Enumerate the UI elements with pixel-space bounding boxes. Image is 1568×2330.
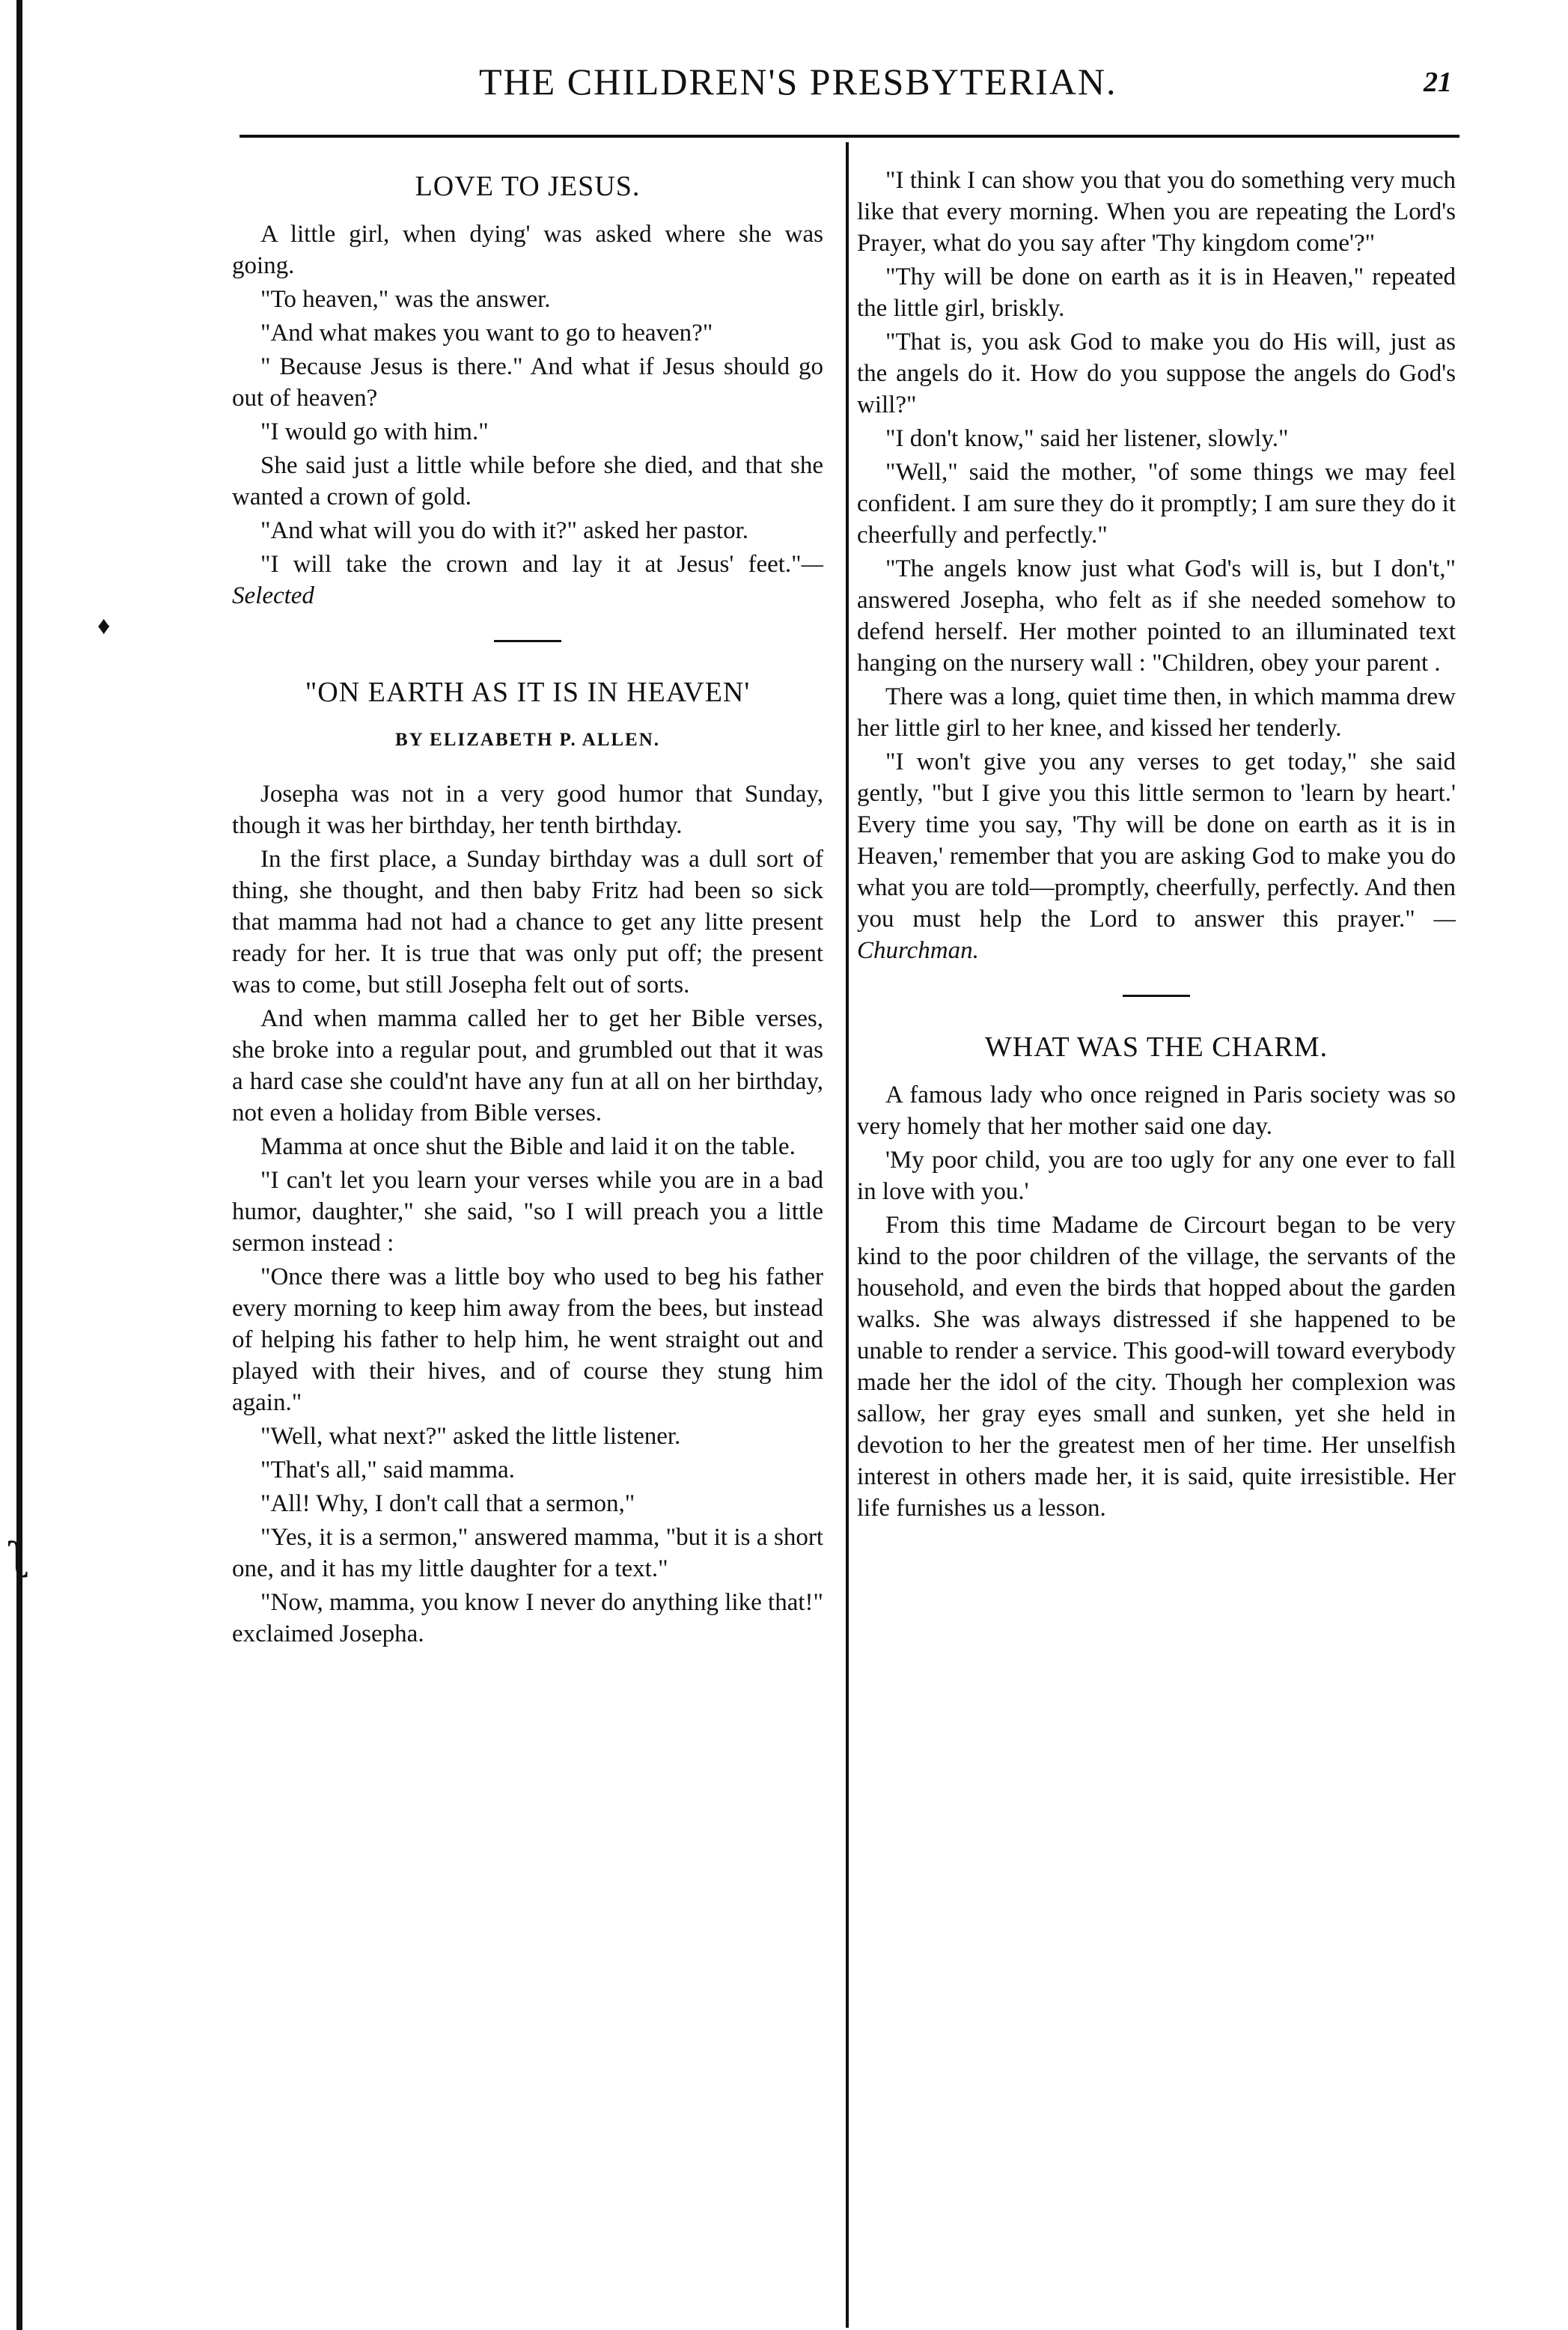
paragraph: "Thy will be done on earth as it is in Heaven," repeated the little girl, briskly. (857, 263, 1456, 322)
paragraph-text: "I will take the crown and lay it at Jesus' feet." (260, 551, 802, 578)
article-source: —Churchman. (857, 906, 1456, 964)
paragraph: Mamma at once shut the Bible and laid it on the table. (260, 1133, 796, 1160)
paragraph: Josepha was not in a very good humor that Sunday, though it was her birthday, her tenth birthday. (232, 781, 823, 839)
paragraph: "Once there was a little boy who used to beg his father every morning to keep him away from the bees, but instead of helping his father to help him, he went straight out and played with their hives, and of course they stung him again." (232, 1263, 823, 1416)
column-divider (846, 142, 849, 2328)
paragraph-text: "I won't give you any verses to get today," she said gently, "but I give you this little sermon to 'learn by heart.' Every time you say, 'Thy will be done on earth as it is in Heaven,' remember that you are asking God to make you do what you are told—promptly, cheerfully, perfectly. And then you must help the Lord to answer this prayer." (857, 748, 1456, 933)
margin-mark-dot: ♦ (97, 612, 111, 640)
paragraph: "I don't know," said her listener, slowly." (885, 425, 1289, 452)
paragraph: A little girl, when dying' was asked where she was going. (232, 221, 823, 279)
article-title-love-to-jesus: LOVE TO JESUS. (415, 171, 641, 202)
paragraph: 'My poor child, you are too ugly for any one ever to fall in love with you.' (857, 1147, 1456, 1205)
paragraph: A famous lady who once reigned in Paris society was so very homely that her mother said one day. (857, 1082, 1456, 1140)
paragraph: "Now, mamma, you know I never do anything like that!" exclaimed Josepha. (232, 1589, 823, 1647)
article-title-what-was-the-charm: WHAT WAS THE CHARM. (984, 1031, 1328, 1063)
left-margin-rule (16, 0, 22, 2330)
page-number: 21 (1424, 67, 1452, 98)
paragraph: She said just a little while before she died, and that she wanted a crown of gold. (232, 452, 823, 510)
paragraph: "Well, what next?" asked the little listener. (260, 1423, 681, 1450)
right-column (857, 165, 1456, 1526)
paragraph: "That is, you ask God to make you do His will, just as the angels do it. How do you suppose the angels do God's will?" (857, 329, 1456, 418)
paragraph: "To heaven," was the answer. (260, 286, 551, 313)
paragraph: There was a long, quiet time then, in which mamma drew her little girl to her knee, and kissed her tenderly. (857, 683, 1456, 742)
paragraph: " Because Jesus is there." And what if Jesus should go out of heaven? (232, 353, 823, 412)
section-divider (494, 640, 561, 642)
paragraph: "Yes, it is a sermon," answered mamma, "but it is a short one, and it has my little daughter for a text." (232, 1524, 823, 1582)
paragraph: In the first place, a Sunday birthday was a dull sort of thing, she thought, and then baby Fritz had been so sick that mamma had not had a chance to get any litte present ready for her. It is true that was only put off; the present was to come, but still Josepha felt out of sorts. (232, 846, 823, 998)
left-column (232, 165, 823, 1652)
paragraph (232, 549, 823, 612)
paragraph: "And what makes you want to go to heaven?" (260, 320, 713, 347)
paragraph: "I can't let you learn your verses while you are in a bad humor, daughter," she said, "so I will preach you a little sermon instead : (232, 1167, 823, 1257)
article-byline: BY ELIZABETH P. ALLEN. (394, 730, 661, 750)
paragraph: "And what will you do with it?" asked her pastor. (260, 517, 749, 544)
paragraph: From this time Madame de Circourt began to be very kind to the poor children of the village, the servants of the household, and even the birds that hopped about the garden walks. She was always distressed if she happened to be unable to render a service. This good-will toward everybody made her the idol of the city. Though her complexion was sallow, her gray eyes small and sunken, yet she held in devotion to her the greatest men of her time. Her unselfish interest in others made her, it is said, quite irresistible. Her life furnishes us a lesson. (857, 1212, 1456, 1522)
paragraph: And when mamma called her to get her Bible verses, she broke into a regular pout, and grumbled out that it was a hard case she could'nt have any fun at all on her birthday, not even a holiday from Bible verses. (232, 1005, 823, 1126)
section-divider (1123, 995, 1190, 997)
header-rule (240, 135, 1459, 138)
paragraph: "Well," said the mother, "of some things we may feel confident. I am sure they do it promptly; I am sure they do it cheerfully and perfectly." (857, 459, 1456, 549)
paragraph: "I think I can show you that you do something very much like that every morning. When you are repeating the Lord's Prayer, what do you say after 'Thy kingdom come'?" (857, 167, 1456, 257)
article-title-on-earth: "ON EARTH AS IT IS IN HEAVEN' (305, 677, 751, 708)
page-header (240, 60, 1452, 112)
paragraph: "That's all," said mamma. (260, 1457, 515, 1483)
margin-mark-clip: ʅ (9, 1531, 32, 1589)
page-title: THE CHILDREN'S PRESBYTERIAN. (479, 61, 1117, 103)
paragraph (857, 746, 1456, 966)
paragraph: "I would go with him." (260, 418, 489, 445)
article-source: —Selected (232, 551, 823, 609)
paragraph: "The angels know just what God's will is, but I don't," answered Josepha, who felt as if she needed somehow to defend herself. Her mother pointed to an illuminated text hanging on the nursery wall : "Children, obey your parent . (857, 555, 1456, 677)
paragraph: "All! Why, I don't call that a sermon," (260, 1490, 635, 1517)
